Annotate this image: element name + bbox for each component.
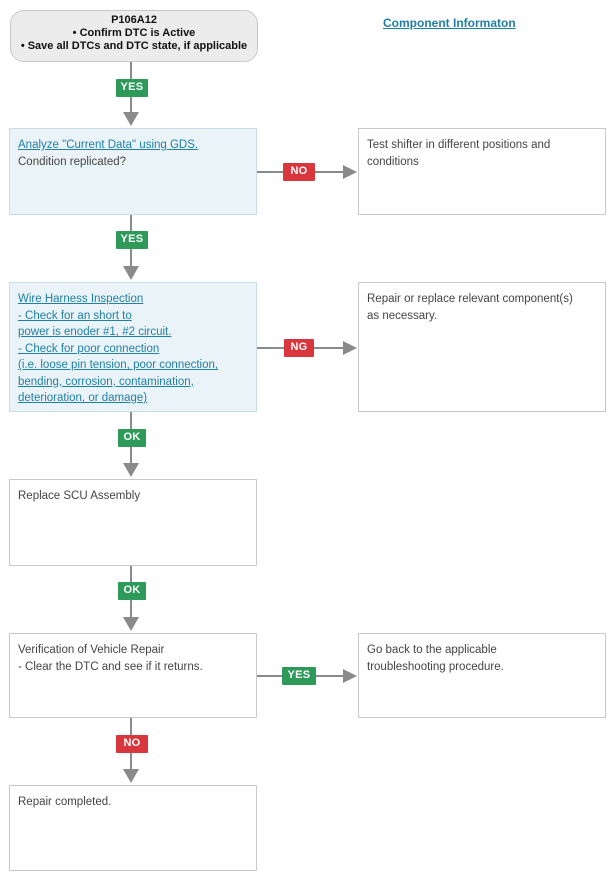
dtc-code: P106A12 (111, 14, 157, 26)
arrow-down-icon (123, 617, 139, 631)
analyze-current-data-link[interactable]: Analyze "Current Data" using GDS. (18, 139, 199, 151)
start-node (10, 10, 258, 62)
yes-badge: YES (282, 667, 316, 685)
go-back-text: Go back to the applicable (367, 644, 497, 656)
analyze-current-data-box (9, 128, 257, 215)
wire-harness-link-3[interactable]: power is enoder #1, #2 circuit. (18, 326, 172, 338)
arrow-down-icon (123, 463, 139, 477)
verification-text: - Clear the DTC and see if it returns. (18, 660, 203, 673)
wire-harness-link-7[interactable]: deterioration, or damage) (18, 392, 148, 404)
wire-harness-link-2[interactable]: - Check for an short to (18, 309, 132, 322)
arrow-down-icon (123, 769, 139, 783)
verification-box (9, 633, 257, 718)
start-bullet-save: • Save all DTCs and DTC state, if applicable (20, 40, 248, 52)
go-back-text-2: troubleshooting procedure. (367, 660, 504, 673)
repair-completed-box (9, 785, 257, 871)
no-badge: NO (116, 735, 148, 753)
verification-title: Verification of Vehicle Repair (18, 644, 165, 656)
repair-replace-text-2: as necessary. (367, 309, 438, 322)
test-shifter-text-2: conditions (367, 155, 419, 168)
go-back-box (358, 633, 606, 718)
repair-replace-box (358, 282, 606, 412)
wire-harness-link-4[interactable]: - Check for poor connection (18, 342, 160, 355)
arrow-down-icon (123, 266, 139, 280)
test-shifter-box (358, 128, 606, 215)
wire-harness-inspection-box (9, 282, 257, 412)
repair-completed-text: Repair completed. (18, 796, 112, 808)
wire-harness-link-5[interactable]: (i.e. loose pin tension, poor connection, (18, 359, 219, 371)
ok-badge: OK (118, 582, 146, 600)
component-information-link[interactable]: Component Informaton (383, 16, 516, 30)
yes-badge: YES (116, 79, 148, 97)
repair-replace-text: Repair or replace relevant component(s) (367, 293, 573, 305)
ok-badge: OK (118, 429, 146, 447)
replace-scu-box (9, 479, 257, 566)
start-bullet-confirm: • Confirm DTC is Active (72, 27, 196, 39)
arrow-right-icon (343, 165, 357, 179)
arrow-down-icon (123, 112, 139, 126)
arrow-right-icon (343, 341, 357, 355)
no-badge: NO (283, 163, 315, 181)
yes-badge: YES (116, 231, 148, 249)
condition-replicated-text: Condition replicated? (18, 155, 127, 168)
wire-harness-link-1[interactable]: Wire Harness Inspection (18, 293, 144, 305)
test-shifter-text: Test shifter in different positions and (367, 139, 551, 151)
replace-scu-text: Replace SCU Assembly (18, 490, 141, 502)
ng-badge: NG (284, 339, 314, 357)
wire-harness-link-6[interactable]: bending, corrosion, contamination, (18, 375, 194, 388)
arrow-right-icon (343, 669, 357, 683)
